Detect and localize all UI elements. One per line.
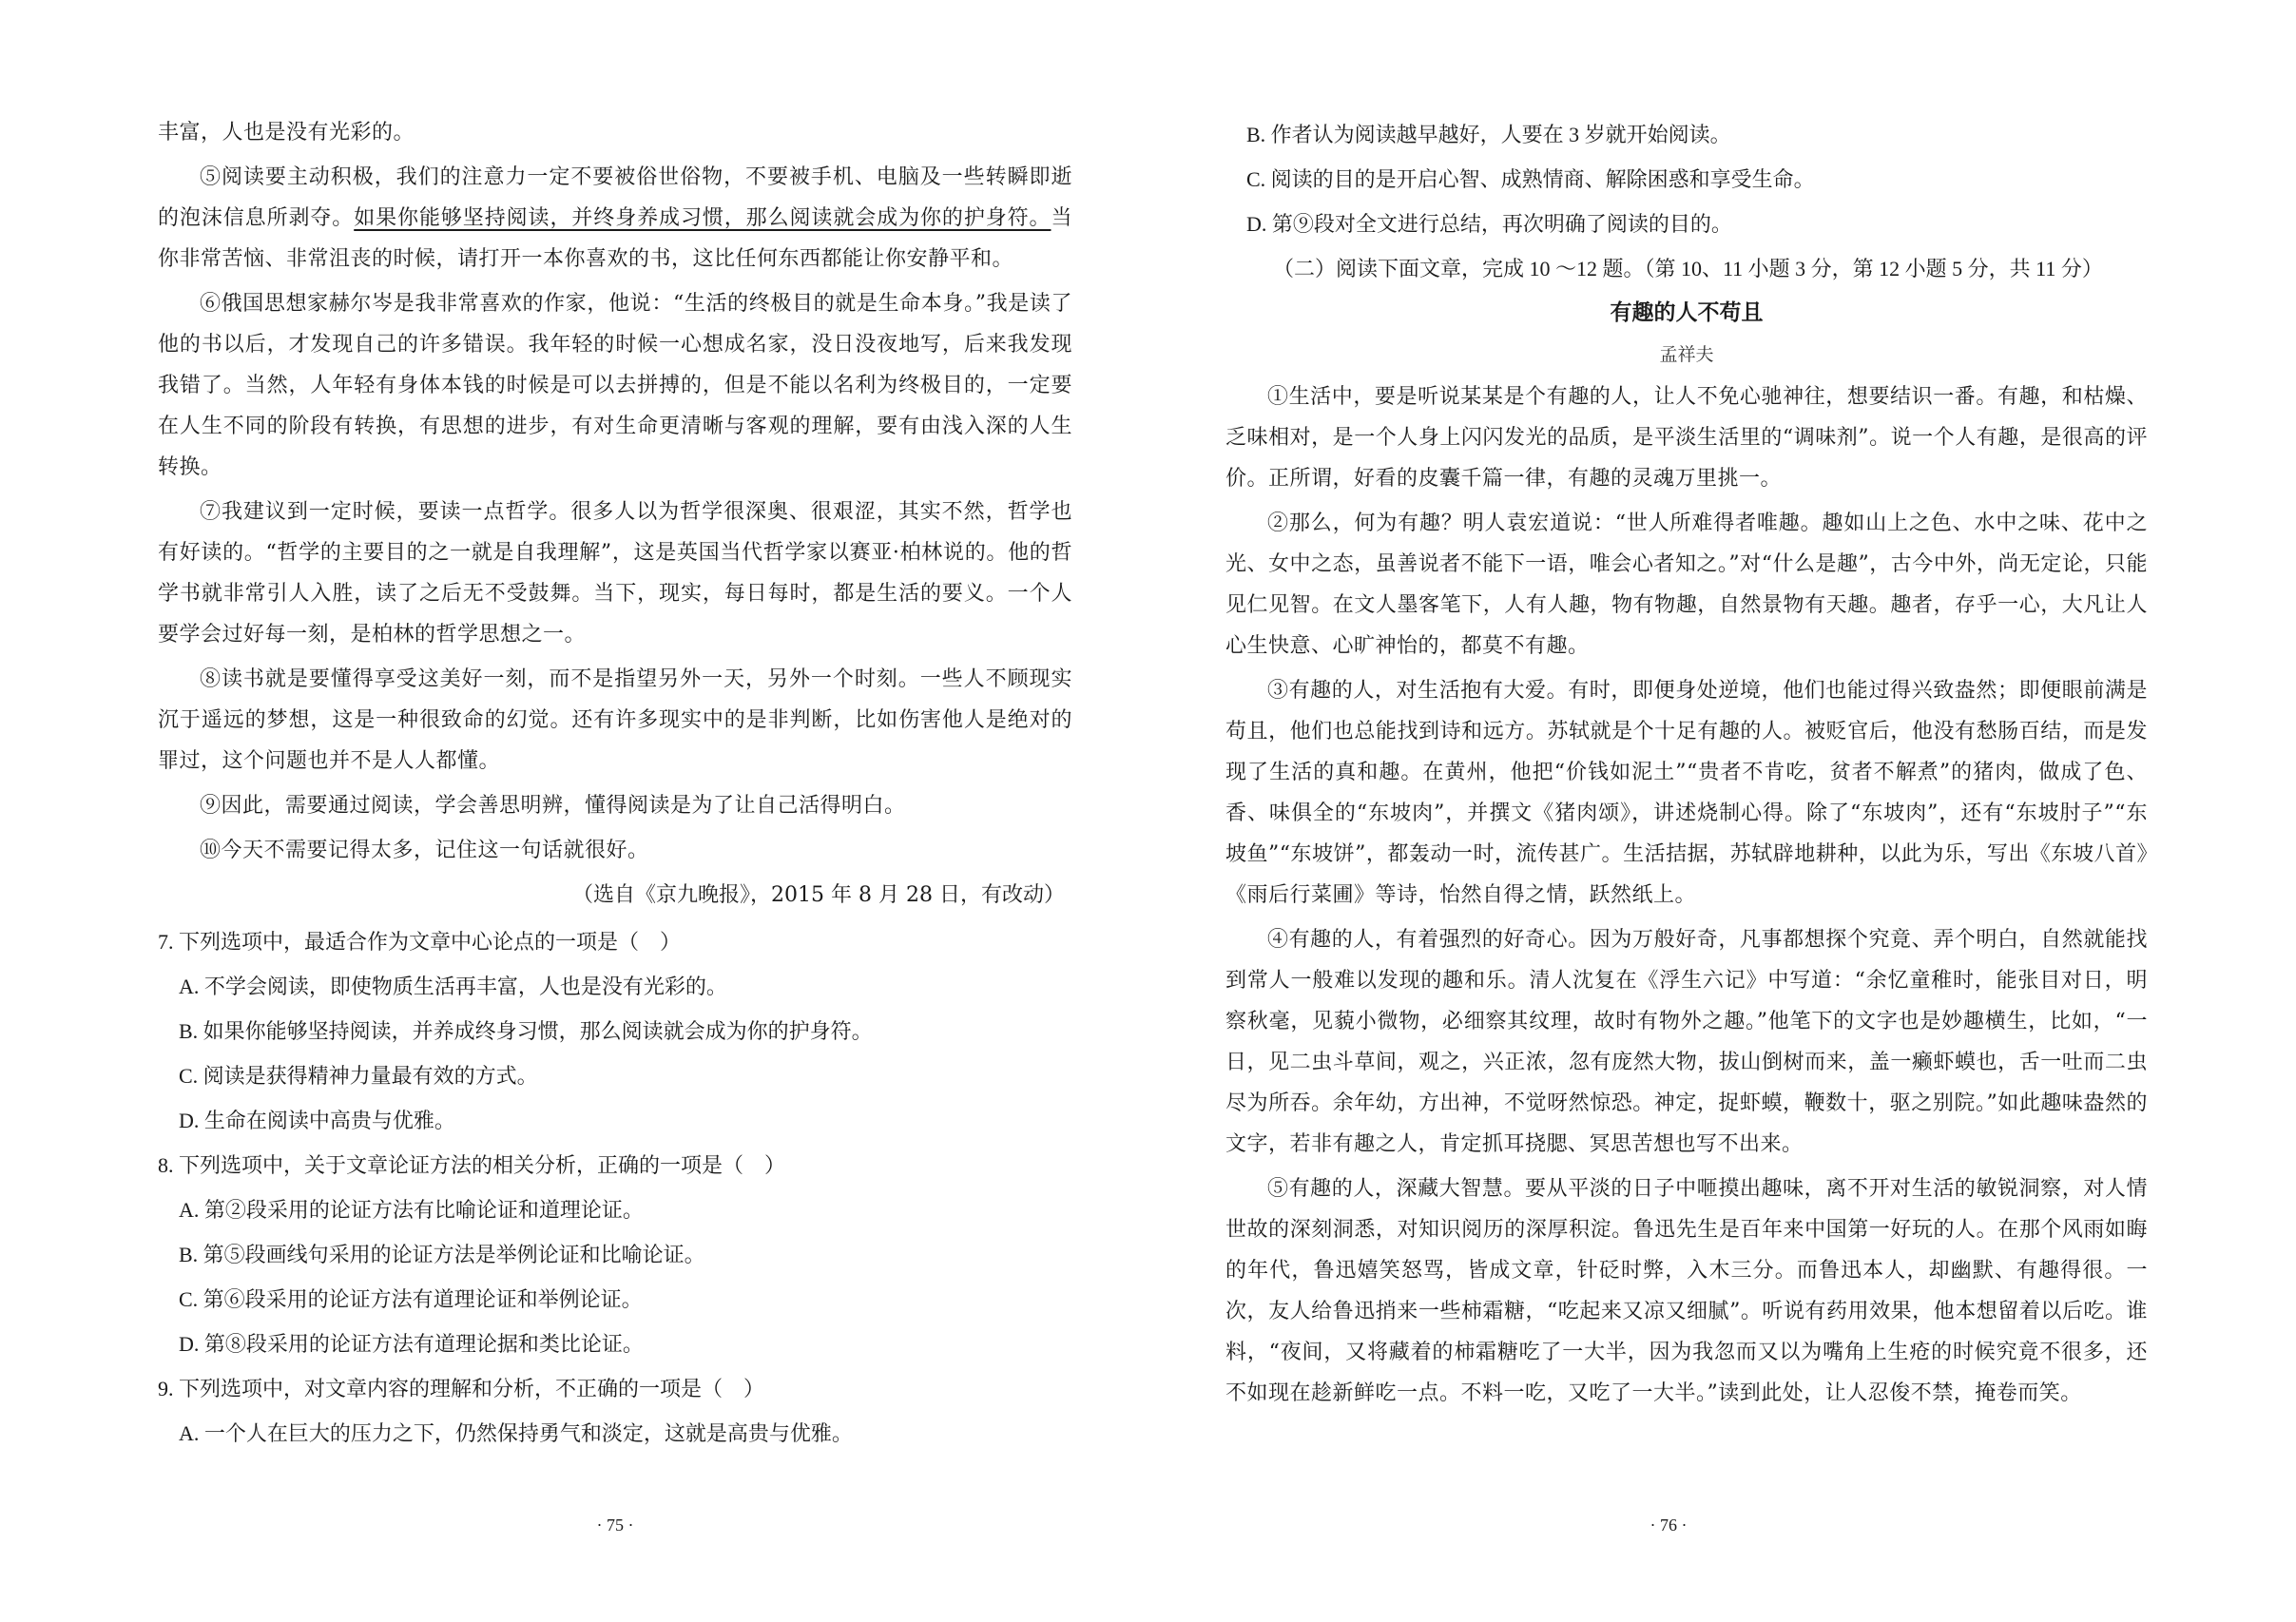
section-heading: （二）阅读下面文章，完成 10 ～12 题。（第 10、11 小题 3 分，第 12 小题 5 分，共 11 分）	[1273, 257, 2103, 280]
option-c: C. 第⑥段采用的论证方法有道理论证和举例论证。	[179, 1287, 643, 1311]
article-paragraph-2: ②那么，何为有趣？明人袁宏道说：“世人所难得者唯趣。趣如山上之色、水中之味、花中之光、女中之态，虽善说者不能下一语，唯会心者知之。”对“什么是趣”，古今中外，尚无定论，只能见仁见智。在文人墨客笔下，人有人趣，物有物趣，自然景物有天趣。趣者，存乎一心，大凡让人心生快意、心旷神怡的，都莫不有趣。	[1225, 512, 2148, 658]
right-column	[1225, 112, 2148, 1418]
page-number: · 76 ·	[1650, 1516, 1688, 1535]
paragraph-6: ⑥俄国思想家赫尔岑是我非常喜欢的作家，他说：“生活的终极目的就是生命本身。”我是读了他的书以后，才发现自己的许多错误。我年轻的时候一心想成名家，没日没夜地写，后来我发现我错了。当然，人年轻有身体本钱的时候是可以去拼搏的，但是不能以名利为终极目的，一定要在人生不同的阶段有转换，有思想的进步，有对生命更清晰与客观的理解，要有由浅入深的人生转换。	[158, 292, 1072, 479]
paragraph-continuation: 丰富，人也是没有光彩的。	[158, 121, 415, 145]
option-c: C. 阅读是获得精神力量最有效的方式。	[179, 1064, 538, 1088]
option-b: B. 作者认为阅读越早越好，人要在 3 岁就开始阅读。	[1246, 123, 1731, 146]
question-stem: 7. 下列选项中，最适合作为文章中心论点的一项是（ ）	[158, 930, 682, 954]
paragraph-5-lead: ⑤阅读要主动积极，我们的注意力一定不要被俗世俗物，不要被手机、电脑及一些转瞬即逝的泡沫信息所剥夺。	[158, 165, 1072, 230]
article-paragraph-4: ④有趣的人，有着强烈的好奇心。因为万般好奇，凡事都想探个究竟、弄个明白，自然就能找到常人一般难以发现的趣和乐。清人沈复在《浮生六记》中写道：“余忆童稚时，能张目对日，明察秋毫，见藐小微物，必细察其纹理，故时有物外之趣。”他笔下的文字也是妙趣横生，比如，“一日，见二虫斗草间，观之，兴正浓，忽有庞然大物，拔山倒树而来，盖一癞虾蟆也，舌一吐而二虫尽为所吞。余年幼，方出神，不觉呀然惊恐。神定，捉虾蟆，鞭数十，驱之别院。”如此趣味盎然的文字，若非有趣之人，肯定抓耳挠腮、冥思苦想也写不出来。	[1225, 928, 2148, 1156]
option-a: A. 一个人在巨大的压力之下，仍然保持勇气和淡定，这就是高贵与优雅。	[179, 1421, 853, 1445]
option-b: B. 第⑤段画线句采用的论证方法是举例论证和比喻论证。	[179, 1243, 705, 1266]
option-b: B. 如果你能够坚持阅读，并养成终身习惯，那么阅读就会成为你的护身符。	[179, 1019, 873, 1043]
article-paragraph-5: ⑤有趣的人，深藏大智慧。要从平淡的日子中咂摸出趣味，离不开对生活的敏锐洞察，对人情世故的深刻洞悉，对知识阅历的深厚积淀。鲁迅先生是百年来中国第一好玩的人。在那个风雨如晦的年代，鲁迅嬉笑怒骂，皆成文章，针砭时弊，入木三分。而鲁迅本人，却幽默、有趣得很。一次，友人给鲁迅捎来一些柿霜糖，“吃起来又凉又细腻”。听说有药用效果，他本想留着以后吃。谁料，“夜间，又将藏着的柿霜糖吃了一大半，因为我忽而又以为嘴角上生疮的时候究竟不很多，还不如现在趁新鲜吃一点。不料一吃，又吃了一大半。”读到此处，让人忍俊不禁，掩卷而笑。	[1225, 1177, 2148, 1405]
paragraph-5	[158, 157, 1072, 280]
question-stem: 9. 下列选项中，对文章内容的理解和分析，不正确的一项是（ ）	[158, 1377, 765, 1400]
paragraph-9: ⑨因此，需要通过阅读，学会善思明辨，懂得阅读是为了让自己活得明白。	[200, 794, 906, 818]
article-paragraph-3: ③有趣的人，对生活抱有大爱。有时，即便身处逆境，他们也能过得兴致盎然；即便眼前满是苟且，他们也总能找到诗和远方。苏轼就是个十足有趣的人。被贬官后，他没有愁肠百结，而是发现了生活的真和趣。在黄州，他把“价钱如泥土”“贵者不肯吃，贫者不解煮”的猪肉，做成了色、香、味俱全的“东坡肉”，并撰文《猪肉颂》，讲述烧制心得。除了“东坡肉”，还有“东坡肘子”“东坡鱼”“东坡饼”，都轰动一时，流传甚广。生活拮据，苏轼辟地耕种，以此为乐，写出《东坡八首》《雨后行菜圃》等诗，怡然自得之情，跃然纸上。	[1225, 679, 2148, 907]
article-paragraph-1: ①生活中，要是听说某某是个有趣的人，让人不免心驰神往，想要结识一番。有趣，和枯燥、乏味相对，是一个人身上闪闪发光的品质，是平淡生活里的“调味剂”。说一个人有趣，是很高的评价。正所谓，好看的皮囊千篇一律，有趣的灵魂万里挑一。	[1225, 385, 2148, 491]
option-a: A. 第②段采用的论证方法有比喻论证和道理论证。	[179, 1198, 644, 1222]
article-source: （选自《京九晚报》，2015 年 8 月 28 日，有改动）	[572, 883, 1065, 907]
option-a: A. 不学会阅读，即使物质生活再丰富，人也是没有光彩的。	[179, 975, 727, 998]
option-c: C. 阅读的目的是开启心智、成熟情商、解除困惑和享受生命。	[1246, 167, 1815, 191]
paragraph-10: ⑩今天不需要记得太多，记住这一句话就很好。	[200, 839, 649, 862]
page-number: · 75 ·	[596, 1516, 634, 1535]
question-9	[158, 1366, 1072, 1456]
paragraph-8: ⑧读书就是要懂得享受这美好一刻，而不是指望另外一天，另外一个时刻。一些人不顾现实沉于遥远的梦想，这是一种很致命的幻觉。还有许多现实中的是非判断，比如伤害他人是绝对的罪过，这个问题也并不是人人都懂。	[158, 667, 1072, 773]
underlined-sentence: 如果你能够坚持阅读，并终身养成习惯，那么阅读就会成为你的护身符。	[354, 206, 1052, 230]
question-stem: 8. 下列选项中，关于文章论证方法的相关分析，正确的一项是（ ）	[158, 1153, 786, 1177]
article-author: 孟祥夫	[1659, 344, 1714, 365]
question-8	[158, 1143, 1072, 1366]
paragraph-7: ⑦我建议到一定时候，要读一点哲学。很多人以为哲学很深奥、很艰涩，其实不然，哲学也有好读的。“哲学的主要目的之一就是自我理解”，这是英国当代哲学家以赛亚·柏林说的。他的哲学书就非常引人入胜，读了之后无不受鼓舞。当下，现实，每日每时，都是生活的要义。一个人要学会过好每一刻，是柏林的哲学思想之一。	[158, 500, 1072, 647]
question-7	[158, 919, 1072, 1143]
right-page	[1148, 0, 2296, 1622]
paragraph-5-tail: 当你非常苦恼、非常沮丧的时候，请打开一本你喜欢的书，这比任何东西都能让你安静平和。	[158, 206, 1072, 271]
option-d: D. 生命在阅读中高贵与优雅。	[179, 1109, 455, 1132]
article-title: 有趣的人不苟且	[1610, 300, 1764, 325]
left-column	[158, 112, 1072, 1456]
option-d: D. 第⑨段对全文进行总结，再次明确了阅读的目的。	[1246, 212, 1732, 236]
option-d: D. 第⑧段采用的论证方法有道理论据和类比论证。	[179, 1332, 644, 1356]
question-9-continued	[1225, 112, 2148, 246]
